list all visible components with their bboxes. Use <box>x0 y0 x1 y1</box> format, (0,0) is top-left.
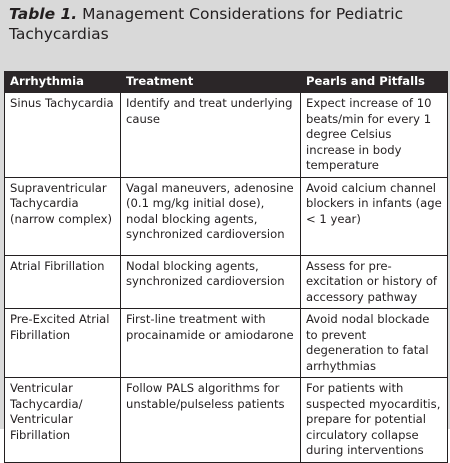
cell-pearls: Avoid calcium channel blockers in infants (age < 1 year) <box>301 177 448 255</box>
cell-pearls: Assess for pre-excitation or history of accessory pathway <box>301 255 448 309</box>
cell-treatment: First-line treatment with procainamide or amiodarone <box>121 309 301 378</box>
table-row <box>5 255 448 309</box>
table-row <box>5 93 448 178</box>
cell-treatment: Identify and treat underlying cause <box>121 93 301 178</box>
cell-arrhythmia: Ventricular Tachycardia/ Ventricular Fibrillation <box>5 378 121 463</box>
table-header-row <box>5 72 448 93</box>
cell-treatment: Follow PALS algorithms for unstable/pulseless patients <box>121 378 301 463</box>
table-frame <box>0 60 450 457</box>
table-row <box>5 309 448 378</box>
cell-arrhythmia: Sinus Tachycardia <box>5 93 121 178</box>
cell-arrhythmia: Pre-Excited Atrial Fibrillation <box>5 309 121 378</box>
cell-pearls: Avoid nodal blockade to prevent degeneration to fatal arrhythmias <box>301 309 448 378</box>
table-row <box>5 177 448 255</box>
cell-treatment: Nodal blocking agents, synchronized cardioversion <box>121 255 301 309</box>
cell-arrhythmia: Supraventricular Tachycardia (narrow complex) <box>5 177 121 255</box>
table-title-box <box>0 0 450 60</box>
table-number-label: Table 1. <box>9 5 78 23</box>
management-table <box>4 71 448 463</box>
cell-pearls: For patients with suspected myocarditis, prepare for potential circulatory collapse during interventions <box>301 378 448 463</box>
cell-pearls: Expect increase of 10 beats/min for every 1 degree Celsius increase in body temperature <box>301 93 448 178</box>
cell-arrhythmia: Atrial Fibrillation <box>5 255 121 309</box>
table-row <box>5 378 448 463</box>
table-title-text: Management Considerations for Pediatric Tachycardias <box>9 5 404 43</box>
column-header-arrhythmia: Arrhythmia <box>5 72 121 93</box>
cell-treatment: Vagal maneuvers, adenosine (0.1 mg/kg initial dose), nodal blocking agents, synchronized cardioversion <box>121 177 301 255</box>
column-header-treatment: Treatment <box>121 72 301 93</box>
column-header-pearls: Pearls and Pitfalls <box>301 72 448 93</box>
